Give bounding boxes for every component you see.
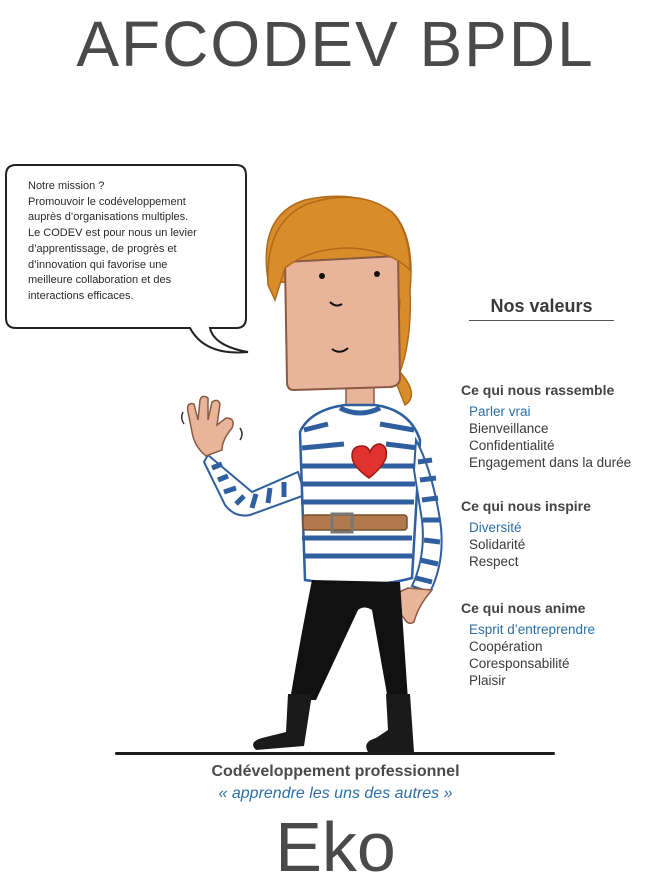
mission-line: Le CODEV est pour nous un levier xyxy=(28,227,197,240)
value-item: Plaisir xyxy=(469,673,506,688)
value-item: Esprit d’entreprendre xyxy=(469,622,596,637)
page-title: AFCODEV BPDL xyxy=(76,8,595,80)
mission-line: Notre mission ? xyxy=(28,180,105,192)
group-title: Ce qui nous anime xyxy=(461,600,586,616)
value-item: Diversité xyxy=(469,520,522,535)
value-item: Confidentialité xyxy=(469,438,555,453)
values-group-anime xyxy=(461,599,595,689)
belt xyxy=(303,515,407,530)
mission-text xyxy=(28,179,233,305)
value-item: Coopération xyxy=(469,639,543,654)
mission-line: d’innovation qui favorise une xyxy=(28,258,168,271)
value-item: Engagement dans la durée xyxy=(469,455,632,470)
legs xyxy=(290,580,408,700)
value-item: Bienveillance xyxy=(469,421,549,436)
footer-title: Codéveloppement professionnel xyxy=(211,763,460,780)
group-title: Ce qui nous inspire xyxy=(461,498,591,514)
ground-line xyxy=(115,752,555,755)
value-item: Respect xyxy=(469,554,519,569)
group-title: Ce qui nous rassemble xyxy=(461,382,615,398)
values-group-rassemble xyxy=(461,381,631,471)
left-eye xyxy=(319,273,325,279)
mission-line: Promouvoir le codéveloppement xyxy=(28,195,186,208)
footer-tagline: « apprendre les uns des autres » xyxy=(218,785,453,802)
mission-line: d’apprentissage, de progrès et xyxy=(28,242,177,255)
mission-line: meilleure collaboration et des xyxy=(28,274,172,287)
left-boot xyxy=(253,694,312,750)
right-eye xyxy=(374,271,380,277)
values-heading: Nos valeurs xyxy=(490,296,593,316)
brand-name: Eko xyxy=(275,808,396,886)
values-group-inspire xyxy=(461,497,591,570)
value-item: Solidarité xyxy=(469,537,526,552)
face xyxy=(285,256,400,390)
right-boot xyxy=(366,694,414,752)
value-item: Parler vrai xyxy=(469,404,531,419)
waving-hand xyxy=(188,396,234,456)
mission-line: interactions efficaces. xyxy=(28,289,134,302)
mission-line: auprès d’organisations multiples. xyxy=(28,211,189,224)
values-divider xyxy=(469,320,614,321)
value-item: Coresponsabilité xyxy=(469,656,570,671)
